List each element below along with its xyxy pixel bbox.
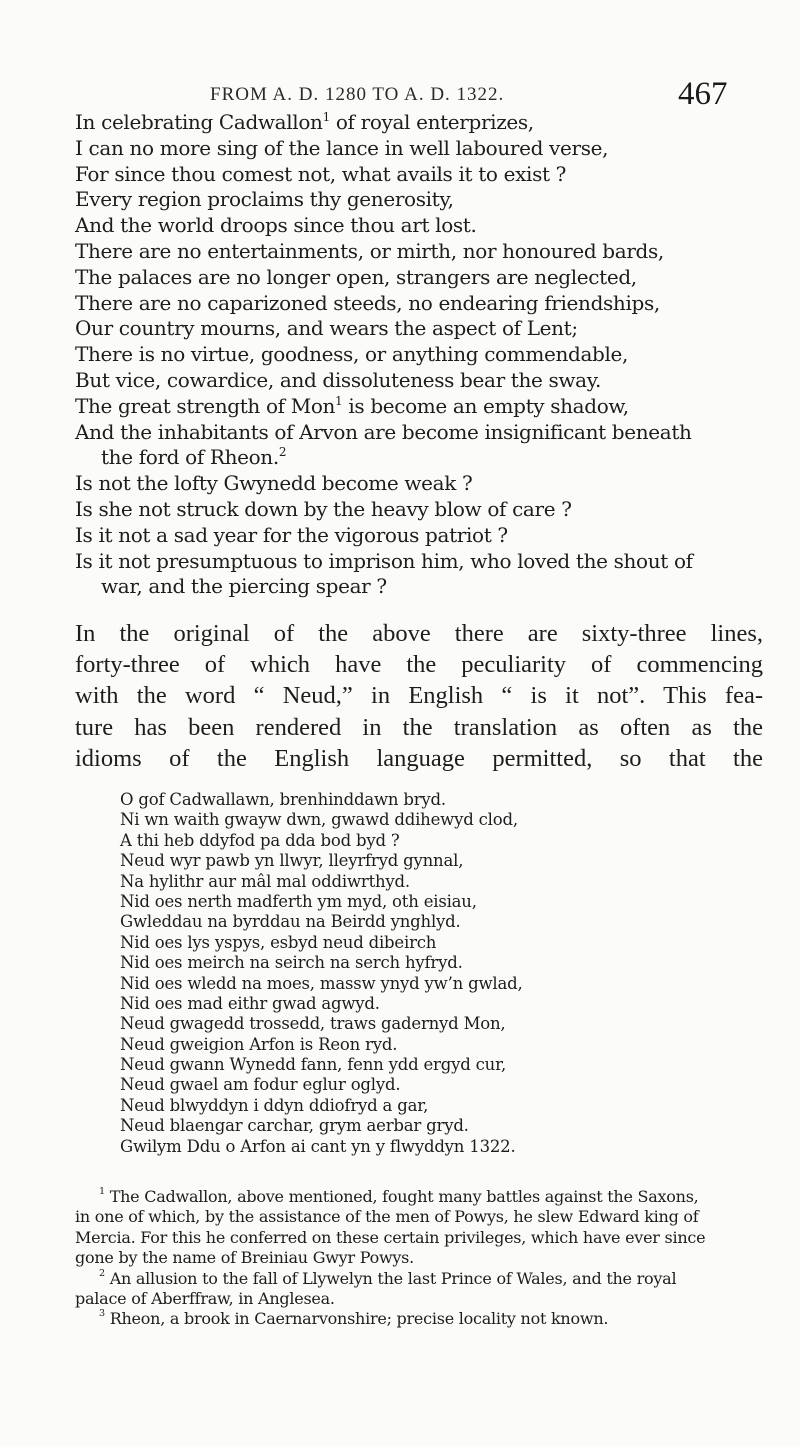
verse-line: Our country mourns, and wears the aspect of Lent; [75, 316, 578, 341]
verse-line: Every region proclaims thy generosity, [75, 187, 454, 212]
verse-line: The palaces are no longer open, strangers are neglected, [75, 264, 637, 289]
welsh-line: Nid oes nerth madferth ym myd, oth eisiau, [120, 891, 477, 911]
welsh-line: O gof Cadwallawn, brenhinddawn bryd. [120, 790, 446, 809]
welsh-line: Nid oes lys yspys, esbyd neud dibeirch [120, 932, 437, 952]
welsh-line: Nid oes wledd na moes, massw ynyd yw’n gwlad, [120, 973, 523, 993]
verse-line: Is it not a sad year for the vigorous patriot ? [75, 522, 508, 547]
footnote-line: $^3$ Rheon, a brook in Caernarvonshire; precise locality not known. [99, 1308, 609, 1329]
verse-line: And the inhabitants of Arvon are become insignificant beneath [75, 419, 692, 444]
footnote-ref: 2 [278, 445, 287, 460]
page-number: 467 [678, 76, 728, 112]
running-head: FROM A. D. 1280 TO A. D. 1322. [210, 84, 505, 105]
prose-line: ture has been rendered in the translation as often as the [75, 713, 763, 741]
welsh-line: Neud gwann Wynedd fann, fenn ydd ergyd cur, [120, 1055, 507, 1075]
welsh-line: Nid oes mad eithr gwad agwyd. [120, 993, 380, 1013]
verse-line: There are no caparizoned steeds, no endearing friendships, [75, 290, 660, 315]
english-verse-translation [75, 110, 765, 600]
verse-line: the ford of Rheon.$^2$ [101, 445, 287, 470]
prose-line: In the original of the above there are sixty-three lines, [75, 620, 763, 647]
verse-line: I can no more sing of the lance in well laboured verse, [75, 135, 609, 160]
footnote-mark: 3 [99, 1308, 105, 1320]
footnote-line: in one of which, by the assistance of the men of Powys, he slew Edward king of [75, 1207, 699, 1227]
verse-line: Is not the lofty Gwynedd become weak ? [75, 471, 473, 496]
welsh-line: Neud gwael am fodur eglur oglyd. [120, 1075, 401, 1095]
verse-line: There are no entertainments, or mirth, nor honoured bards, [75, 238, 664, 263]
verse-line: The great strength of Mon$^1$ is become an empty shadow, [75, 393, 629, 418]
prose-line: idioms of the English language permitted, so that the [75, 744, 763, 772]
footnote-ref: 1 [335, 393, 343, 408]
prose-line: forty-three of which have the peculiarity of commencing [75, 651, 763, 679]
welsh-line: Gwleddau na byrddau na Beirdd ynghlyd. [120, 912, 461, 932]
verse-line: But vice, cowardice, and dissoluteness bear the sway. [75, 367, 602, 392]
footnote-line: gone by the name of Breiniau Gwyr Powys. [75, 1248, 414, 1268]
welsh-line: Neud wyr pawb yn llwyr, lleyrfryd gynnal, [120, 851, 464, 871]
verse-line: Is she not struck down by the heavy blow of care ? [75, 496, 572, 521]
footnote-line: $^2$ An allusion to the fall of Llywelyn the last Prince of Wales, and the royal [99, 1267, 677, 1288]
footnote-mark: 1 [99, 1186, 105, 1197]
welsh-line: Ni wn waith gwayw dwn, gwawd ddihewyd clod, [120, 810, 518, 830]
footnote-line: palace of Aberffraw, in Anglesea. [75, 1288, 335, 1308]
verse-line: In celebrating Cadwallon$^1$ of royal enterprizes, [75, 110, 534, 134]
welsh-line: Neud blaengar carchar, grym aerbar gryd. [120, 1116, 469, 1136]
welsh-original-verse [120, 790, 770, 1157]
welsh-line: Neud blwyddyn i ddyn ddiofryd a gar, [120, 1095, 429, 1115]
footnote-line: Mercia. For this he conferred on these certain privileges, which have ever since [75, 1227, 706, 1247]
welsh-line: A thi heb ddyfod pa dda bod byd ? [120, 830, 400, 850]
welsh-line: Na hylithr aur mâl mal oddiwrthyd. [120, 871, 410, 891]
verse-line: For since thou comest not, what avails it to exist ? [75, 161, 567, 186]
verse-line: Is it not presumptuous to imprison him, who loved the shout of [75, 548, 693, 573]
commentary-paragraph [75, 618, 763, 774]
verse-line: And the world droops since thou art lost. [75, 213, 477, 238]
welsh-line: Gwilym Ddu o Arfon ai cant yn y flwyddyn 1322. [120, 1136, 516, 1156]
welsh-line: Nid oes meirch na seirch na serch hyfryd. [120, 953, 463, 973]
prose-line: with the word “ Neud,” in English “ is it not”. This fea- [75, 682, 763, 710]
footnote-mark: 2 [99, 1267, 105, 1279]
welsh-line: Neud gwagedd trossedd, traws gadernyd Mon, [120, 1014, 506, 1034]
verse-line: There is no virtue, goodness, or anything commendable, [75, 342, 629, 367]
footnote-line: $^1$ The Cadwallon, above mentioned, fought many battles against the Saxons, [99, 1186, 699, 1206]
welsh-line: Neud gweigion Arfon is Reon ryd. [120, 1034, 398, 1054]
footnote-ref: 1 [322, 110, 330, 124]
verse-line: war, and the piercing spear ? [101, 574, 387, 599]
footnotes [75, 1187, 770, 1330]
